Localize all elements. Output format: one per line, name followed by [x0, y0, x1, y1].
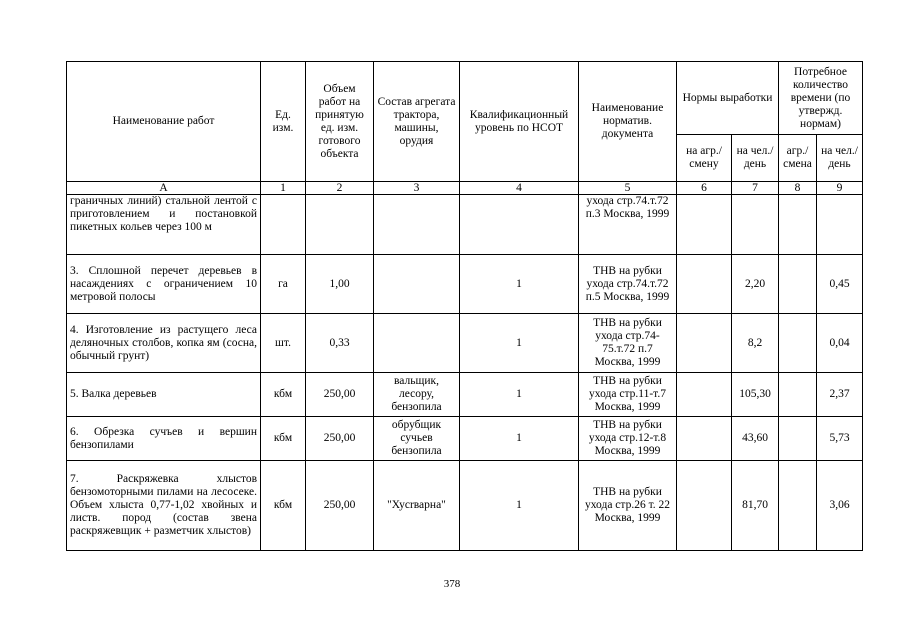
time-chel-cell: 0,04	[817, 314, 863, 373]
header-time: Потребное количество времени (по утвержд. нормам)	[779, 62, 863, 135]
volume-cell: 1,00	[306, 255, 374, 314]
time-chel-cell: 3,06	[817, 461, 863, 551]
unit-cell: кбм	[261, 461, 306, 551]
header-row	[67, 62, 863, 135]
unit-cell: кбм	[261, 373, 306, 417]
norm-agr-cell	[677, 373, 732, 417]
index-cell: 1	[261, 182, 306, 195]
unit-cell: кбм	[261, 417, 306, 461]
index-cell: 2	[306, 182, 374, 195]
table-row	[67, 195, 863, 255]
time-agr-cell	[779, 461, 817, 551]
volume-cell: 250,00	[306, 461, 374, 551]
document-cell: ТНВ на рубки ухода стр.26 т. 22 Москва, 1999	[579, 461, 677, 551]
qualification-cell: 1	[460, 255, 579, 314]
document-cell: ТНВ на рубки ухода стр.74-75.т.72 п.7 Москва, 1999	[579, 314, 677, 373]
header-composition: Состав агрегата трактора, машины, орудия	[374, 62, 460, 182]
subheader-norm-agr: на агр./ смену	[677, 135, 732, 182]
norm-agr-cell	[677, 461, 732, 551]
document-cell: ТНВ на рубки ухода стр.12-т.8 Москва, 1999	[579, 417, 677, 461]
norm-chel-cell: 43,60	[732, 417, 779, 461]
volume-cell: 250,00	[306, 373, 374, 417]
volume-cell	[306, 195, 374, 255]
subheader-norm-chel: на чел./ день	[732, 135, 779, 182]
index-cell: 5	[579, 182, 677, 195]
norm-chel-cell: 2,20	[732, 255, 779, 314]
time-agr-cell	[779, 195, 817, 255]
table-row	[67, 255, 863, 314]
norm-chel-cell: 8,2	[732, 314, 779, 373]
time-chel-cell: 0,45	[817, 255, 863, 314]
qualification-cell	[460, 195, 579, 255]
header-name: Наименование работ	[67, 62, 261, 182]
index-cell: А	[67, 182, 261, 195]
page-number: 378	[443, 578, 461, 590]
qualification-cell: 1	[460, 461, 579, 551]
work-norms-table	[66, 61, 863, 551]
composition-cell	[374, 195, 460, 255]
norm-agr-cell	[677, 314, 732, 373]
norm-chel-cell	[732, 195, 779, 255]
time-agr-cell	[779, 255, 817, 314]
composition-cell: обрубщик сучьев бензопила	[374, 417, 460, 461]
work-name-cell: 5. Валка деревьев	[67, 373, 261, 417]
qualification-cell: 1	[460, 314, 579, 373]
index-cell: 7	[732, 182, 779, 195]
time-chel-cell	[817, 195, 863, 255]
composition-cell	[374, 314, 460, 373]
time-agr-cell	[779, 417, 817, 461]
volume-cell: 0,33	[306, 314, 374, 373]
work-name-cell: 4. Изготовление из растущего леса деляночных столбов, копка ям (сосна, обычный грунт)	[67, 314, 261, 373]
volume-cell: 250,00	[306, 417, 374, 461]
unit-cell	[261, 195, 306, 255]
subheader-time-agr: агр./ смена	[779, 135, 817, 182]
norm-chel-cell: 105,30	[732, 373, 779, 417]
index-cell: 8	[779, 182, 817, 195]
column-index-row	[67, 182, 863, 195]
composition-cell: вальщик, лесору, бензопила	[374, 373, 460, 417]
header-norms: Нормы выработки	[677, 62, 779, 135]
work-name-cell: 7. Раскряжевка хлыстов бензомоторными пилами на лесосеке. Объем хлыста 0,77-1,02 хвойных и листв. пород (состав звена раскряжевщик + разметчик хлыстов)	[67, 461, 261, 551]
header-volume: Объем работ на принятую ед. изм. готового объекта	[306, 62, 374, 182]
unit-cell: га	[261, 255, 306, 314]
table-row	[67, 417, 863, 461]
header-unit: Ед. изм.	[261, 62, 306, 182]
index-cell: 9	[817, 182, 863, 195]
document-cell: ухода стр.74.т.72 п.3 Москва, 1999	[579, 195, 677, 255]
qualification-cell: 1	[460, 373, 579, 417]
time-agr-cell	[779, 373, 817, 417]
table-row	[67, 461, 863, 551]
work-name-cell: 3. Сплошной перечет деревьев в насаждениях с ограничением 10 метровой полосы	[67, 255, 261, 314]
unit-cell: шт.	[261, 314, 306, 373]
composition-cell	[374, 255, 460, 314]
norm-agr-cell	[677, 255, 732, 314]
time-agr-cell	[779, 314, 817, 373]
time-chel-cell: 5,73	[817, 417, 863, 461]
table-row	[67, 373, 863, 417]
document-cell: ТНВ на рубки ухода стр.11-т.7 Москва, 1999	[579, 373, 677, 417]
norm-agr-cell	[677, 195, 732, 255]
composition-cell: "Хусrварна"	[374, 461, 460, 551]
norm-chel-cell: 81,70	[732, 461, 779, 551]
index-cell: 3	[374, 182, 460, 195]
index-cell: 6	[677, 182, 732, 195]
index-cell: 4	[460, 182, 579, 195]
time-chel-cell: 2,37	[817, 373, 863, 417]
header-qualification: Квалификационный уровень по НСОТ	[460, 62, 579, 182]
subheader-time-chel: на чел./ день	[817, 135, 863, 182]
norm-agr-cell	[677, 417, 732, 461]
work-name-cell: 6. Обрезка сучъев и вершин бензопилами	[67, 417, 261, 461]
header-document: Наименование норматив. документа	[579, 62, 677, 182]
qualification-cell: 1	[460, 417, 579, 461]
document-cell: ТНВ на рубки ухода стр.74.т.72 п.5 Москва, 1999	[579, 255, 677, 314]
table-row	[67, 314, 863, 373]
work-name-cell: граничных линий) стальной лентой с приготовлением и постановкой пикетных кольев через 100 м	[67, 195, 261, 255]
